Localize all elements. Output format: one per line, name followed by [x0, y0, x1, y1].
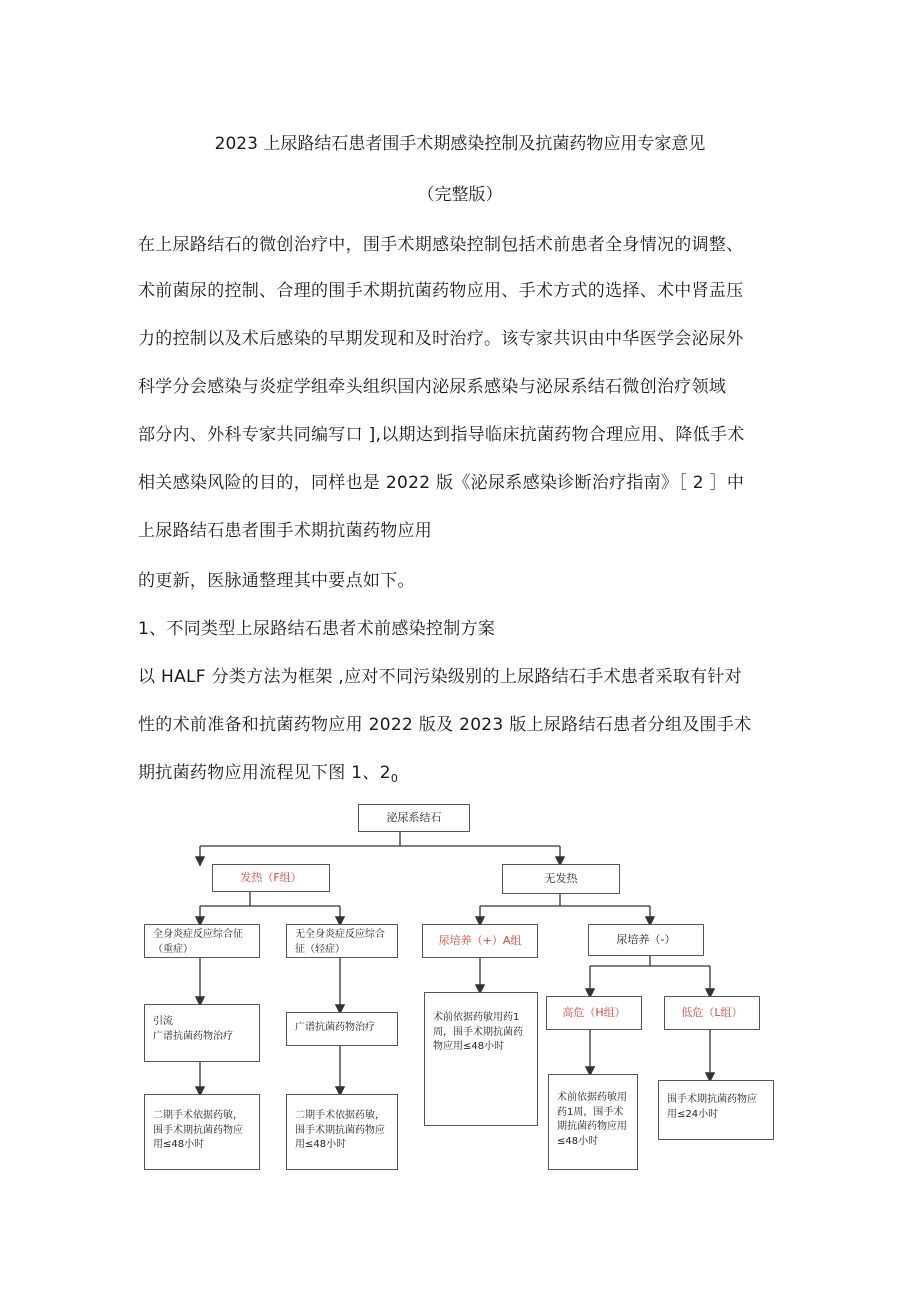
flowchart-low-risk-treatment-box: 围手术期抗菌药物应用≤24小时	[658, 1080, 774, 1140]
paragraph-1-line-5: 部分内、外科专家共同编写口 ],以期达到指导临床抗菌药物合理应用、降低手术	[138, 425, 745, 445]
document-title: 2023 上尿路结石患者围手术期感染控制及抗菌药物应用专家意见	[214, 134, 706, 154]
paragraph-1-line-7: 上尿路结石患者围手术期抗菌药物应用	[138, 521, 433, 541]
flowchart-sirs-severe-box: 全身炎症反应综合征（重症）	[144, 924, 260, 958]
flowchart-fever-box: 发热（F组）	[212, 864, 330, 892]
flowchart-sirs-none-box: 无全身炎症反应综合征（轻症）	[286, 924, 398, 958]
paragraph-1-line-6: 相关感染风险的目的，同样也是 2022 版《泌尿系感染诊断治疗指南》［ 2 ］中	[138, 473, 745, 493]
flowchart-group-a-treatment-box: 术前依据药敏用药1周，围手术期抗菌药物应用≤48小时	[424, 992, 538, 1126]
flowchart-broad-spectrum-box: 广谱抗菌药物治疗	[286, 1012, 398, 1046]
flowchart-high-risk-box: 高危（H组）	[546, 996, 642, 1030]
flowchart-low-risk-box: 低危（L组）	[664, 996, 760, 1030]
paragraph-1-line-4: 科学分会感染与炎症学组牵头组织国内泌尿系感染与泌尿系结石微创治疗领域	[138, 377, 727, 397]
flowchart-no-fever-box: 无发热	[502, 864, 620, 894]
paragraph-2-line-2: 性的术前准备和抗菌药物应用 2022 版及 2023 版上尿路结石患者分组及围手术	[138, 715, 752, 735]
paragraph-2-line-1: 以 HALF 分类方法为框架 ,应对不同污染级别的上尿路结石手术患者采取有针对	[138, 667, 742, 687]
paragraph-2-line-3-text: 期抗菌药物应用流程见下图 1、2	[138, 763, 391, 783]
paragraph-1-line-3: 力的控制以及术后感染的早期发现和及时治疗。该专家共识由中华医学会泌尿外	[138, 329, 744, 349]
paragraph-2-line-3	[138, 758, 398, 785]
document-subtitle: （完整版）	[417, 185, 503, 205]
flowchart-culture-positive-box: 尿培养（+）A组	[422, 924, 538, 958]
flowchart	[140, 800, 790, 1175]
flowchart-stage2-mild-box: 二期手术依据药敏，围手术期抗菌药物应用≤48小时	[286, 1094, 398, 1170]
flowchart-root-box: 泌尿系结石	[358, 804, 470, 832]
paragraph-1-line-2: 术前菌尿的控制、合理的围手术期抗菌药物应用、手术方式的选择、术中肾盂压	[138, 281, 744, 301]
flowchart-high-risk-treatment-box: 术前依据药敏用药1周，围手术期抗菌药物应用≤48小时	[548, 1074, 638, 1170]
paragraph-1-line-8: 的更新，医脉通整理其中要点如下。	[138, 571, 415, 591]
flowchart-stage2-severe-box: 二期手术依据药敏，围手术期抗菌药物应用≤48小时	[144, 1094, 260, 1170]
paragraph-2-subscript: 0	[390, 772, 399, 785]
paragraph-1-line-1: 在上尿路结石的微创治疗中，围手术期感染控制包括术前患者全身情况的调整、	[138, 235, 744, 255]
section-heading-1: 1、不同类型上尿路结石患者术前感染控制方案	[138, 619, 496, 639]
flowchart-culture-negative-box: 尿培养（-）	[588, 924, 704, 956]
flowchart-drain-box: 引流 广谱抗菌药物治疗	[144, 1004, 260, 1062]
